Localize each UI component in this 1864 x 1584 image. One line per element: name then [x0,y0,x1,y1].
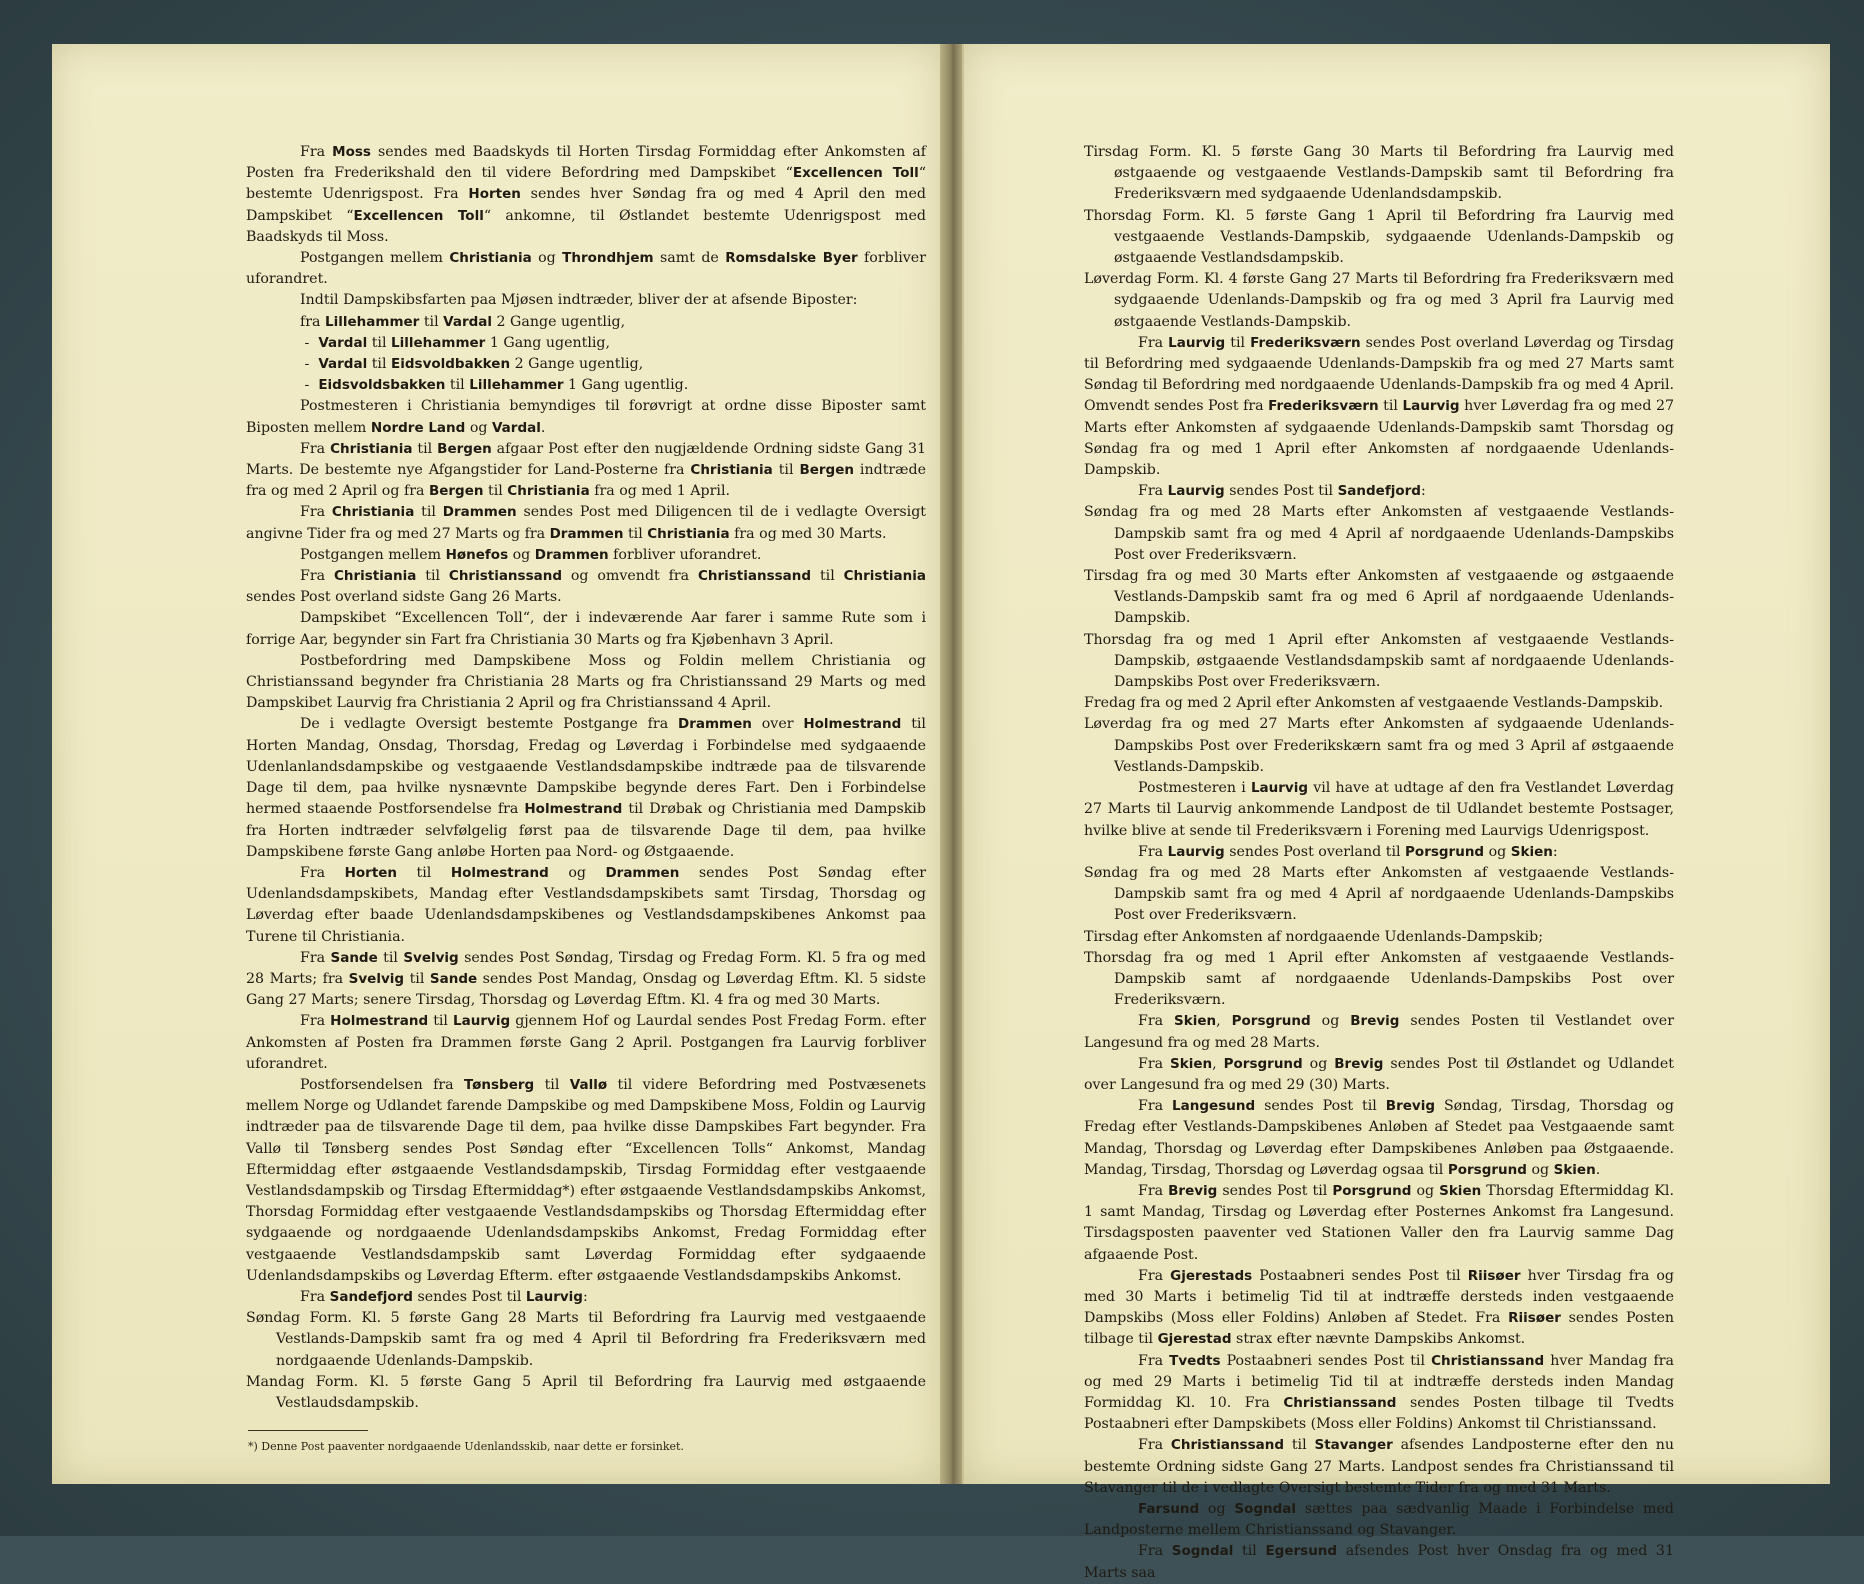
right-page-paragraph: Fra Skien, Porsgrund og Brevig sendes Posten til Vestlandet over Langesund fra og med 28 Marts. [1084,1013,1674,1051]
left-page-paragraph: Mandag Form. Kl. 5 første Gang 5 April til Befordring fra Laurvig med østgaaende Vestlaudsdampskib. [246,1373,926,1411]
left-page-paragraph: Postmesteren i Christiania bemyndiges til forøvrigt at ordne disse Biposter samt Biposten mellem Nordre Land og Vardal. [246,398,926,436]
left-page-paragraph: Fra Sandefjord sendes Post til Laurvig: [300,1288,588,1305]
right-page-paragraph: Løverdag fra og med 27 Marts efter Ankomsten af sydgaaende Udenlands-Dampskibs Post over Frederikskærn samt fra og med 3 April af østgaaende Vestlands-Dampskib. [1084,716,1674,775]
right-page-paragraph: Tirsdag Form. Kl. 5 første Gang 30 Marts til Befordring fra Laurvig med østgaaende og vestgaaende Vestlands-Dampskib samt til Befordring fra Frederiksværn med sydgaaende Udenlandsdampskib. [1084,144,1674,203]
left-page-paragraph: Fra Moss sendes med Baadskyds til Horten Tirsdag Formiddag efter Ankomsten af Posten fra Frederikshald den til videre Befordring med Dampskibet “Excellencen Toll“ bestemte Udenrigspost. Fra Horten sendes hver Søndag fra og med 4 April den med Dampskibet “Excellencen Toll“ ankomne, til Østlandet bestemte Udenrigspost med Baadskyds til Moss. [246,144,926,245]
right-page-paragraph: Fra Langesund sendes Post til Brevig Søndag, Tirsdag, Thorsdag og Fredag efter Vestlands-Dampskibenes Anløben af Stedet paa Vestgaaende samt Mandag, Thorsdag og Løverdag efter Dampskibenes Anløben paa Østgaaende. Mandag, Tirsdag, Thorsdag og Løverdag ogsaa til Porsgrund og Skien. [1084,1098,1674,1178]
right-page-paragraph: Søndag fra og med 28 Marts efter Ankomsten af vestgaaende Vestlands-Dampskib samt fra og med 4 April af nordgaaende Udenlands-Dampskibs Post over Frederiksværn. [1084,504,1674,563]
left-page [52,44,944,1484]
right-page-paragraph: Fredag fra og med 2 April efter Ankomsten af vestgaaende Vestlands-Dampskib. [1084,695,1664,712]
left-page-text [246,142,926,1414]
left-page-paragraph: Postgangen mellem Christiania og Throndhjem samt de Romsdalske Byer forbliver uforandret. [246,250,926,288]
right-page [962,44,1830,1581]
right-page-paragraph: Thorsdag Form. Kl. 5 første Gang 1 April til Befordring fra Laurvig med vestgaaende Vestlands-Dampskib, sydgaaende Udenlands-Dampskib og østgaaende Vestlandsdampskib. [1084,207,1674,267]
right-page-paragraph: Farsund og Sogndal sættes paa sædvanlig Maade i Forbindelse med Landposterne mellem Christianssand og Stavanger. [1084,1501,1674,1539]
footnote-rule [248,1430,368,1431]
right-page-paragraph: Fra Gjerestads Postaabneri sendes Post til Riisøer hver Tirsdag fra og med 30 Marts i betimelig Tid til at indtræffe dersteds inden vestgaaende Dampskibs (Moss eller Foldins) Anløben af Stedet. Fra Riisøer sendes Posten tilbage til Gjerestad strax efter nævnte Dampskibs Ankomst. [1084,1267,1675,1348]
left-page-paragraph: Indtil Dampskibsfarten paa Mjøsen indtræder, bliver der at afsende Biposter: [300,292,858,309]
right-page-paragraph: Postmesteren i Laurvig vil have at udtage af den fra Vestlandet Løverdag 27 Marts til Laurvig ankommende Landpost de til Udlandet bestemte Postsager, hvilke blive at sende til Frederiksværn i Forening med Laurvigs Udenrigspost. [1084,780,1674,839]
right-page-paragraph: Fra Laurvig til Frederiksværn sendes Post overland Løverdag og Tirsdag til Befordring med sydgaaende Udenlands-Dampskib fra og med 27 Marts samt Søndag til Befordring med nordgaaende Udenlands-Dampskib fra og med 4 April. Omvendt sendes Post fra Frederiksværn til Laurvig hver Løverdag fra og med 27 Marts efter Ankomsten af sydgaaende Udenlands-Dampskib samt Thorsdag og Søndag fra og med 1 April efter Ankomsten af nordgaaende Udenlands-Dampskib. [1084,334,1675,479]
right-page-paragraph: Fra Brevig sendes Post til Porsgrund og Skien Thorsdag Eftermiddag Kl. 1 samt Mandag, Tirsdag og Løverdag efter Posternes Ankomst fra Langesund. Tirsdagsposten paaventer ved Stationen Valler den fra Laurvig samme Dag afgaaende Post. [1084,1182,1674,1263]
book-gutter [940,44,964,1484]
right-page-text [1084,142,1674,1584]
left-page-paragraph: Fra Holmestrand til Laurvig gjennem Hof og Laurdal sendes Post Fredag Form. efter Ankomsten af Posten fra Drammen første Gang 2 April. Postgangen fra Laurvig forbliver uforandret. [246,1013,926,1072]
right-page-paragraph: Søndag fra og med 28 Marts efter Ankomsten af vestgaaende Vestlands-Dampskib samt fra og med 4 April af nordgaaende Udenlands-Dampskibs Post over Frederiksværn. [1084,864,1674,924]
right-page-paragraph: Thorsdag fra og med 1 April efter Ankomsten af vestgaaende Vestlands-Dampskib, østgaaende Vestlandsdampskib samt af nordgaaende Udenlands-Dampskibs Post over Frederiksværn. [1084,631,1674,691]
left-page-paragraph: Fra Sande til Svelvig sendes Post Søndag, Tirsdag og Fredag Form. Kl. 5 fra og med 28 Marts; fra Svelvig til Sande sendes Post Mandag, Onsdag og Løverdag Eftm. Kl. 5 sidste Gang 27 Marts; senere Tirsdag, Thorsdag og Løverdag Eftm. Kl. 4 fra og med 30 Marts. [246,949,927,1009]
right-page-paragraph: Fra Tvedts Postaabneri sendes Post til Christianssand hver Mandag fra og med 29 Marts i betimelig Tid til at indtræffe dersteds inden Mandag Formiddag Kl. 10. Fra Christianssand sendes Posten tilbage til Tvedts Postaabneri efter Dampskibets (Moss eller Foldins) Ankomst til Christianssand. [1084,1352,1674,1433]
left-page-paragraph: Fra Horten til Holmestrand og Drammen sendes Post Søndag efter Udenlandsdampskibets, Mandag efter Vestlandsdampskibets samt Tirsdag, Thorsdag og Løverdag efter baade Udenlandsdampskibenes og Vestlandsdampskibenes Ankomst paa Turene til Christiania. [246,864,926,945]
left-page-paragraph: De i vedlagte Oversigt bestemte Postgange fra Drammen over Holmestrand til Horten Mandag, Onsdag, Thorsdag, Fredag og Løverdag i Forbindelse med sydgaaende Udenlanlandsdampskibe og vestgaaende Vestlandsdampskibe indtræde paa de tilsvarende Dage til dem, paa hvilke nysnævnte Dampskibe begynde deres Fart. Den i Forbindelse hermed staaende Postforsendelse fra Holmestrand til Drøbak og Christiania med Dampskib fra Horten indtræder selvfølgelig først paa de tilsvarende Dage til dem, paa hvilke Dampskibene første Gang anløbe Horten paa Nord- og Østgaaende. [246,716,927,860]
left-page-paragraph: Postforsendelsen fra Tønsberg til Vallø til videre Befordring med Postvæsenets mellem Norge og Udlandet farende Dampskibe og med Dampskibene Moss, Foldin og Laurvig indtræder paa de tilsvarende Dage til dem, paa hvilke disse Dampskibes Fart begynder. Fra Vallø til Tønsberg sendes Post Søndag efter “Excellencen Tolls“ Ankomst, Mandag Eftermiddag efter østgaaende Vestlandsdampskib, Tirsdag Formiddag efter vestgaaende Vestlandsdampskib og Tirsdag Eftermiddag*) efter østgaaende Vestlandsdampskibs Ankomst, Thorsdag Formiddag efter vestgaaende Vestlandsdampskibs og Thorsdag Eftermiddag efter sydgaaende og nordgaaende Udenlandsdampskibs Ankomst, Fredag Formiddag efter vestgaaende Vestlandsdampskib samt Løverdag Formiddag efter sydgaaende Udenlandsdampskibs og Løverdag Efterm. efter østgaaende Vestlandsdampskibs Ankomst. [246,1076,926,1284]
right-page-paragraph: Fra Laurvig sendes Post overland til Porsgrund og Skien: [1138,843,1558,860]
right-page-paragraph: Fra Christianssand til Stavanger afsendes Landposterne efter den nu bestemte Ordning sidste Gang 27 Marts. Landpost sendes fra Christianssand til Stavanger til de i vedlagte Oversigt bestemte Tider fra og med 31 Marts. [1084,1437,1675,1496]
left-page-paragraph: Fra Christiania til Drammen sendes Post med Diligencen til de i vedlagte Oversigt angivne Tider fra og med 27 Marts og fra Drammen til Christiania fra og med 30 Marts. [246,504,927,542]
right-page-paragraph: Fra Skien, Porsgrund og Brevig sendes Post til Østlandet og Udlandet over Langesund fra og med 29 (30) Marts. [1084,1055,1674,1093]
right-page-paragraph: Løverdag Form. Kl. 4 første Gang 27 Marts til Befordring fra Frederiksværn med sydgaaende Udenlands-Dampskib og fra og med 3 April fra Laurvig med østgaaende Vestlands-Dampskib. [1084,271,1674,330]
left-page-paragraph: Postgangen mellem Hønefos og Drammen forbliver uforandret. [300,546,762,563]
left-page-paragraph: Fra Christiania til Bergen afgaar Post efter den nugjældende Ordning sidste Gang 31 Marts. De bestemte nye Afgangstider for Land-Posterne fra Christiania til Bergen indtræde fra og med 2 April og fra Bergen til Christiania fra og med 1 April. [246,440,927,500]
footnote: *) Denne Post paaventer nordgaaende Udenlandsskib, naar dette er forsinket. [248,1440,684,1453]
left-page-paragraph: - Eidsvoldsbakken til Lillehammer 1 Gang ugentlig. [300,377,689,394]
left-page-paragraph: Postbefordring med Dampskibene Moss og Foldin mellem Christiania og Christianssand begynder fra Christiania 28 Marts og fra Christianssand 29 Marts og med Dampskibet Laurvig fra Christiania 2 April og fra Christianssand 4 April. [246,652,926,712]
right-page-paragraph: Tirsdag fra og med 30 Marts efter Ankomsten af vestgaaende og østgaaende Vestlands-Dampskib samt fra og med 6 April af nordgaaende Udenlands-Dampskib. [1084,568,1674,627]
left-page-paragraph: fra Lillehammer til Vardal 2 Gange ugentlig, [300,313,626,330]
right-page-paragraph: Tirsdag efter Ankomsten af nordgaaende Udenlands-Dampskib; [1084,928,1544,945]
right-page-paragraph: Fra Sogndal til Egersund afsendes Post hver Onsdag fra og med 31 Marts saa [1084,1543,1674,1581]
right-page-paragraph: Fra Laurvig sendes Post til Sandefjord: [1138,483,1426,500]
left-page-paragraph: - Vardal til Lillehammer 1 Gang ugentlig, [300,334,611,351]
left-page-paragraph: Fra Christiania til Christianssand og omvendt fra Christianssand til Christiania sendes Post overland sidste Gang 26 Marts. [246,568,927,606]
left-page-paragraph: Søndag Form. Kl. 5 første Gang 28 Marts til Befordring fra Laurvig med vestgaaende Vestlands-Dampskib samt fra og med 4 April til Befordring fra Frederiksværn med nordgaaende Udenlands-Dampskib. [246,1310,926,1369]
right-page-paragraph: Thorsdag fra og med 1 April efter Ankomsten af vestgaaende Vestlands-Dampskib samt af nordgaaende Udenlands-Dampskibs Post over Frederiksværn. [1084,949,1674,1009]
left-page-paragraph: - Vardal til Eidsvoldbakken 2 Gange ugentlig, [300,356,644,373]
left-page-paragraph: Dampskibet “Excellencen Toll“, der i indeværende Aar farer i samme Rute som i forrige Aar, begynder sin Fart fra Christiania 30 Marts og fra Kjøbenhavn 3 April. [246,610,926,648]
